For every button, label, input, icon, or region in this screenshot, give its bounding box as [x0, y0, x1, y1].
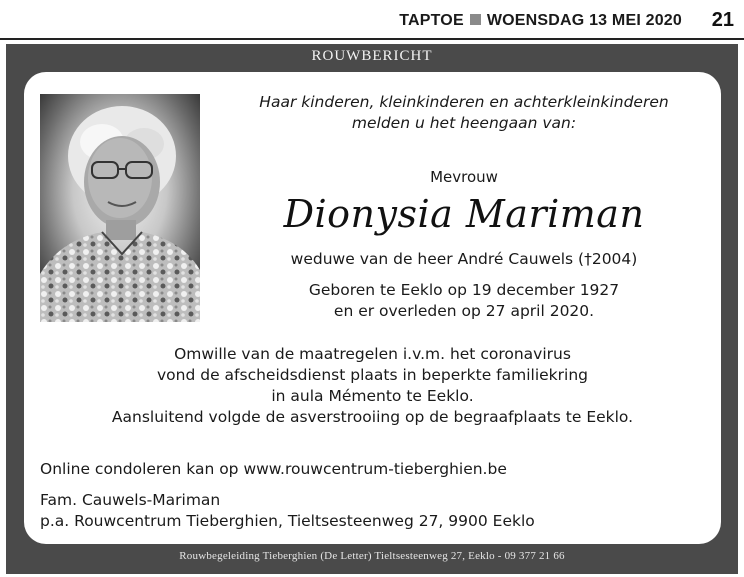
obituary-card: [24, 72, 721, 544]
masthead-text: [399, 12, 682, 30]
date-line: en er overleden op 27 april 2020.: [333, 302, 595, 320]
paper-name: TAPTOE: [399, 12, 464, 29]
ceremony-line: vond de afscheidsdienst plaats in beperkte familiekring: [156, 366, 588, 384]
ceremony-line: Aansluitend volgde de asverstrooiing op de begraafplaats te Eeklo.: [111, 408, 634, 426]
masthead: [0, 0, 744, 38]
intro-text: [234, 92, 694, 134]
family-line: Fam. Cauwels-Mariman: [40, 491, 221, 509]
birth-death-dates: [234, 280, 694, 322]
funeral-home-footer: Rouwbegeleiding Tieberghien (De Letter) Tieltsesteenweg 27, Eeklo - 09 377 21 66: [179, 550, 565, 562]
intro-line: melden u het heengaan van:: [351, 114, 577, 132]
portrait-photo-illustration: [40, 94, 200, 322]
obituary-header: ROUWBERICHT: [311, 48, 433, 64]
ceremony-text: [24, 344, 721, 428]
square-separator-icon: [470, 14, 481, 25]
ceremony-line: Omwille van de maatregelen i.v.m. het coronavirus: [174, 345, 571, 363]
issue-date: WOENSDAG 13 MEI 2020: [486, 12, 682, 29]
page-number: 21: [711, 9, 734, 31]
honorific: Mevrouw: [430, 168, 498, 186]
obituary-frame: [6, 44, 738, 574]
date-line: Geboren te Eeklo op 19 december 1927: [308, 281, 620, 299]
condolence-line: Online condoleren kan op www.rouwcentrum-tieberghien.be: [40, 460, 507, 478]
widow-line: weduwe van de heer André Cauwels (†2004): [290, 250, 638, 268]
masthead-rule: [0, 38, 744, 40]
portrait-photo: [40, 94, 200, 322]
family-line: p.a. Rouwcentrum Tieberghien, Tieltsesteenweg 27, 9900 Eeklo: [40, 512, 535, 530]
intro-line: Haar kinderen, kleinkinderen en achterkleinkinderen: [259, 93, 669, 111]
deceased-name: Dionysia Mariman: [283, 192, 645, 236]
family-address: [40, 490, 700, 532]
ceremony-line: in aula Mémento te Eeklo.: [271, 387, 474, 405]
